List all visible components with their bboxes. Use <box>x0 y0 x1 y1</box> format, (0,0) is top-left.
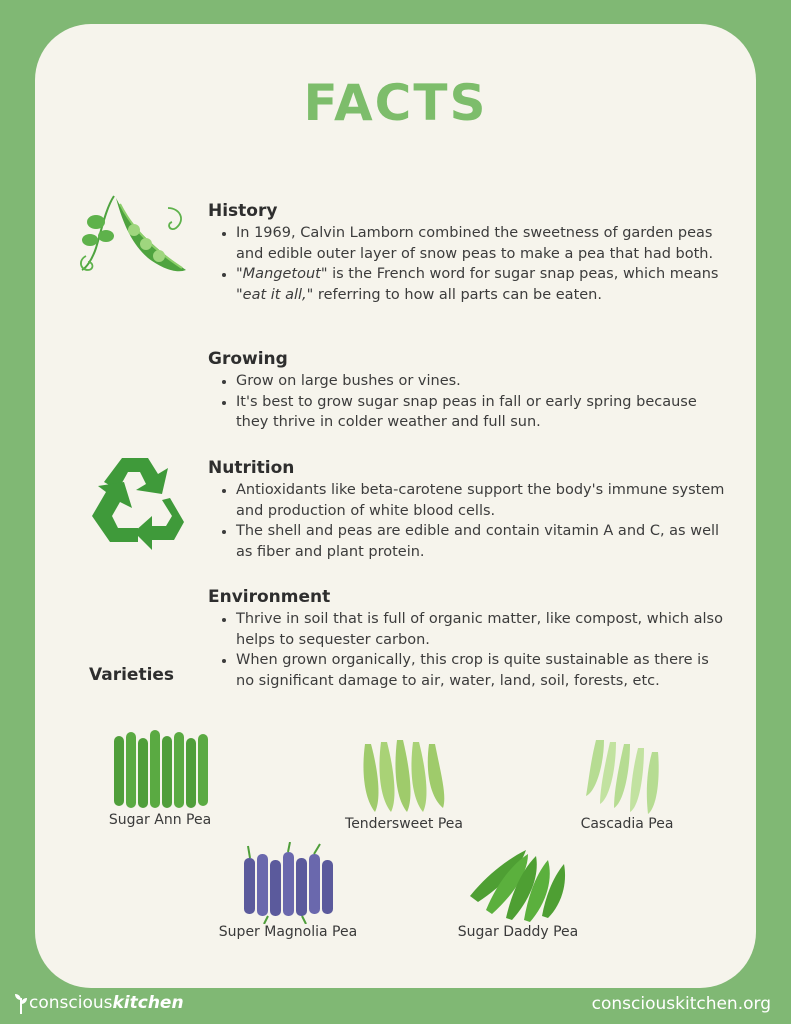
varieties-heading: Varieties <box>89 665 175 685</box>
cascadia-pea-icon <box>582 734 672 816</box>
variety-tendersweet <box>336 734 472 832</box>
sprout-icon <box>14 992 28 1014</box>
growing-heading: Growing <box>208 349 288 369</box>
growing-section <box>208 347 728 433</box>
sugar-daddy-pea-icon <box>466 846 570 924</box>
variety-sugar-ann <box>98 724 222 828</box>
page-title: FACTS <box>303 74 488 132</box>
list-item: • It's best to grow sugar snap peas in fall or early spring because they thrive in colder weather and full sun. <box>236 392 728 433</box>
recycle-icon <box>88 452 190 550</box>
variety-sugar-daddy <box>448 846 588 940</box>
tendersweet-pea-icon <box>359 734 449 816</box>
list-item: • Antioxidants like beta-carotene support the body's immune system and production of white blood cells. <box>236 480 728 521</box>
nutrition-heading: Nutrition <box>208 458 295 478</box>
variety-label: Sugar Ann Pea <box>108 812 212 828</box>
growing-list <box>208 371 728 433</box>
environment-section <box>208 585 728 691</box>
super-magnolia-pea-icon <box>238 842 338 924</box>
variety-cascadia <box>570 734 684 832</box>
environment-list <box>208 609 728 691</box>
list-item: • In 1969, Calvin Lamborn combined the sweetness of garden peas and edible outer layer of snow peas to make a pea that had both. <box>236 223 728 264</box>
list-item: • The shell and peas are edible and contain vitamin A and C, as well as fiber and plant protein. <box>236 521 728 562</box>
environment-heading: Environment <box>208 587 331 607</box>
nutrition-section <box>208 456 728 562</box>
list-item: • Grow on large bushes or vines. <box>236 371 728 392</box>
pea-pod-icon <box>76 188 192 280</box>
variety-label: Sugar Daddy Pea <box>457 924 579 940</box>
nutrition-list <box>208 480 728 562</box>
sugar-ann-pea-icon <box>108 724 212 812</box>
footer-url[interactable]: consciouskitchen.org <box>591 994 771 1014</box>
history-section <box>208 199 728 305</box>
variety-label: Super Magnolia Pea <box>218 924 358 940</box>
list-item: • When grown organically, this crop is quite sustainable as there is no significant damage to air, water, land, soil, forests, etc. <box>236 650 728 691</box>
variety-label: Cascadia Pea <box>580 816 674 832</box>
list-item: • "Mangetout" is the French word for sugar snap peas, which means "eat it all," referring to how all parts can be eaten. <box>236 264 728 305</box>
brand-logo: conscious kitchen <box>14 992 184 1014</box>
list-item: • Thrive in soil that is full of organic matter, like compost, which also helps to sequester carbon. <box>236 609 728 650</box>
history-heading: History <box>208 201 278 221</box>
history-list <box>208 223 728 305</box>
variety-label: Tendersweet Pea <box>345 816 463 832</box>
variety-super-magnolia <box>208 842 368 940</box>
